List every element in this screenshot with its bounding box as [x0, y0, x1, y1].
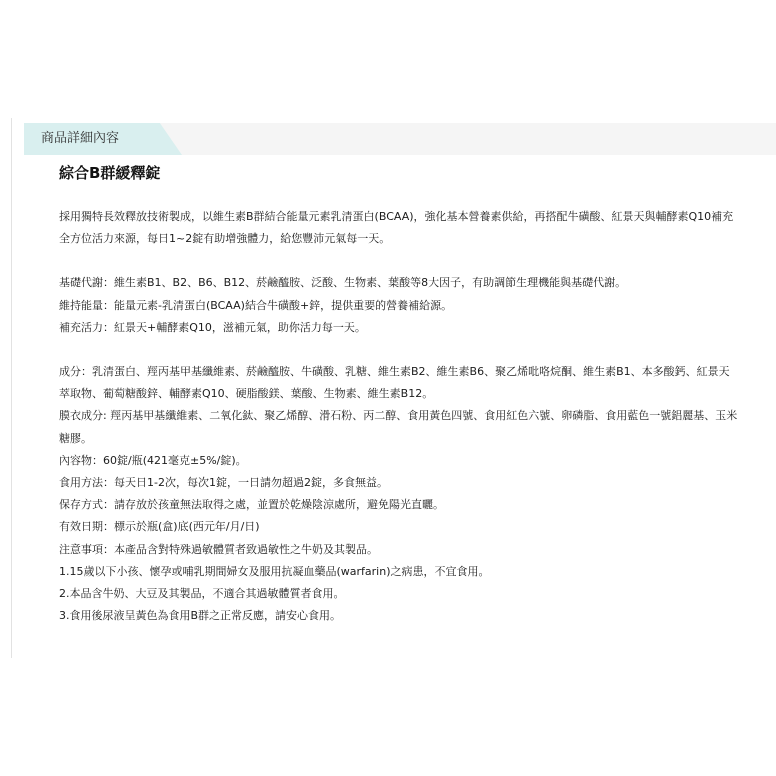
spec-expiry: 有效日期：標示於瓶(盒)底(西元年/月/日)	[59, 520, 260, 534]
benefit-line: 維持能量：能量元素-乳清蛋白(BCAA)結合牛磺酸+鋅，提供重要的營養補給源。	[59, 298, 453, 312]
spec-contents: 內容物：60錠/瓶(421毫克±5%/錠)。	[59, 453, 247, 467]
spec-storage: 保存方式：請存放於孩童無法取得之處，並置於乾燥陰涼處所，避免陽光直曬。	[59, 498, 444, 512]
spec-usage: 食用方法：每天日1-2次，每次1錠，一日請勿超過2錠，多食無益。	[59, 476, 388, 490]
spec-coating: 膜衣成分: 羥丙基甲基纖維素、二氧化鈦、聚乙烯醇、滑石粉、丙二醇、食用黃色四號、食用紅色六號、卵磷脂、食用藍色一號鋁麗基、玉米糖膠。	[59, 409, 738, 445]
product-title: 綜合B群緩釋錠	[59, 164, 161, 182]
intro-paragraph: 採用獨特長效釋放技術製成，以維生素B群結合能量元素乳清蛋白(BCAA)，強化基本營養素供給，再搭配牛磺酸、紅景天與輔酵素Q10補充全方位活力來源，每日1~2錠有助增強體力，給您豐沛元氣每一天。	[59, 210, 734, 246]
left-divider	[11, 118, 12, 658]
benefit-line: 基礎代謝：維生素B1、B2、B6、B12、菸鹼醯胺、泛酸、生物素、葉酸等8大因子，有助調節生理機能與基礎代謝。	[59, 276, 627, 290]
product-description	[59, 206, 739, 627]
notice-item: 2.本品含牛奶、大豆及其製品，不適合其過敏體質者食用。	[59, 587, 345, 601]
spec-notice: 注意事項：本產品含對特殊過敏體質者致過敏性之牛奶及其製品。	[59, 542, 378, 556]
section-header-title: 商品詳細內容	[41, 131, 120, 146]
notice-item: 1.15歲以下小孩、懷孕或哺乳期間婦女及服用抗凝血藥品(warfarin)之病患，不宜食用。	[59, 564, 490, 578]
spec-ingredients: 成分：乳清蛋白、羥丙基甲基纖維素、菸鹼醯胺、牛磺酸、乳糖、維生素B2、維生素B6、聚乙烯吡咯烷酮、維生素B1、本多酸鈣、紅景天萃取物、葡萄糖酸鋅、輔酵素Q10、硬脂酸鎂、葉酸、生物素、維生素B12。	[59, 365, 730, 401]
benefit-line: 補充活力：紅景天+輔酵素Q10，滋補元氣，助你活力每一天。	[59, 320, 366, 334]
section-header	[24, 123, 776, 155]
notice-item: 3.食用後尿液呈黃色為食用B群之正常反應，請安心食用。	[59, 609, 342, 623]
